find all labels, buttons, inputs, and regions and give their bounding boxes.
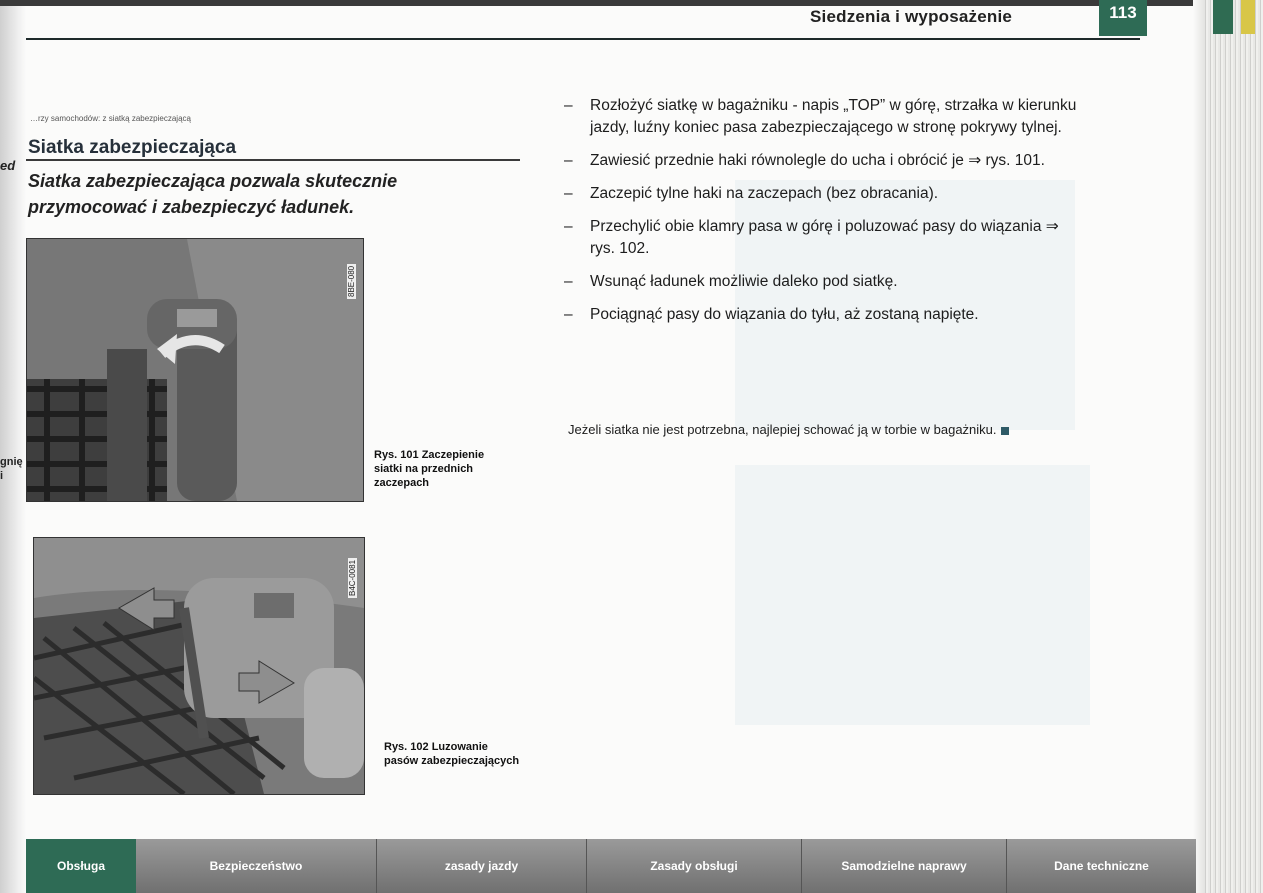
tab-label: Samodzielne naprawy (841, 859, 967, 873)
instruction-step: – Rozłożyć siatkę w bagażniku - napis „TOP” w górę, strzałka w kierunku jazdy, luźny koniec pasa zabezpieczającego w stronę pokrywy tylnej. (558, 95, 1078, 139)
end-of-section-icon (1001, 427, 1009, 435)
tab-label: Bezpieczeństwo (209, 859, 303, 873)
tab-label: Zasady obsługi (650, 859, 738, 873)
thumb-tab-green (1213, 0, 1233, 34)
top-edge-bar (0, 0, 1200, 6)
tab-zasady-obslugi[interactable] (586, 839, 801, 893)
breadcrumb: …rzy samochodów: z siatką zabezpieczającą (30, 114, 191, 123)
section-lead: Siatka zabezpieczająca pozwala skutecznie przymocować i zabezpieczyć ładunek. (28, 171, 398, 217)
figure-code: 8BE-080 (347, 265, 356, 297)
tab-label: Dane techniczne (1054, 859, 1149, 873)
instruction-step: – Zaczepić tylne haki na zaczepach (bez obracania). (558, 183, 1078, 205)
figure-102-caption: Rys. 102 Luzowanie pasów zabezpieczających (384, 741, 520, 767)
page-header-title: Siedzenia i wyposażenie (810, 7, 1013, 26)
section-rule (26, 159, 520, 161)
instruction-list (558, 95, 1078, 337)
margin-fragment: gnię (0, 456, 23, 468)
figure-101-caption: Rys. 101 Zaczepienie siatki na przednich zaczepach (374, 449, 485, 489)
margin-fragment: ed (0, 158, 16, 173)
figure-101-image (26, 238, 364, 502)
thumb-tab-yellow (1241, 0, 1255, 34)
tab-bezpieczenstwo[interactable] (136, 839, 376, 893)
tab-zasady-jazdy[interactable] (376, 839, 586, 893)
page-number: 113 (1099, 0, 1147, 36)
instruction-step: – Wsunąć ładunek możliwie daleko pod siatkę. (558, 271, 1078, 293)
tab-label: zasady jazdy (444, 859, 519, 873)
figure-code: B4C-0081 (348, 559, 357, 596)
instruction-step: – Pociągnąć pasy do wiązania do tyłu, aż zostaną napięte. (558, 304, 1078, 326)
margin-fragment: i (0, 470, 4, 482)
section-title: Siatka zabezpieczająca (28, 137, 237, 158)
instruction-step: – Przechylić obie klamry pasa w górę i poluzować pasy do wiązania ⇒ rys. 102. (558, 216, 1078, 260)
net-hook-illustration (27, 239, 363, 501)
header-rule (26, 38, 1140, 40)
tab-obsluga[interactable] (26, 839, 136, 893)
footer-tabs (26, 839, 1196, 893)
note-text: Jeżeli siatka nie jest potrzebna, najlepiej schować ją w torbie w bagażniku. (568, 422, 997, 437)
figure-102-image (33, 537, 365, 795)
belt-loosening-illustration (34, 538, 364, 794)
instruction-step: – Zawiesić przednie haki równolegle do ucha i obrócić je ⇒ rys. 101. (558, 150, 1078, 172)
note-paragraph (568, 420, 1068, 440)
page-stack-edges (1193, 0, 1263, 893)
tab-label: Obsługa (56, 859, 105, 873)
tab-samodzielne-naprawy[interactable] (801, 839, 1006, 893)
tab-dane-techniczne[interactable] (1006, 839, 1196, 893)
binding-shadow (0, 0, 26, 893)
bleed-through-image (735, 465, 1090, 725)
